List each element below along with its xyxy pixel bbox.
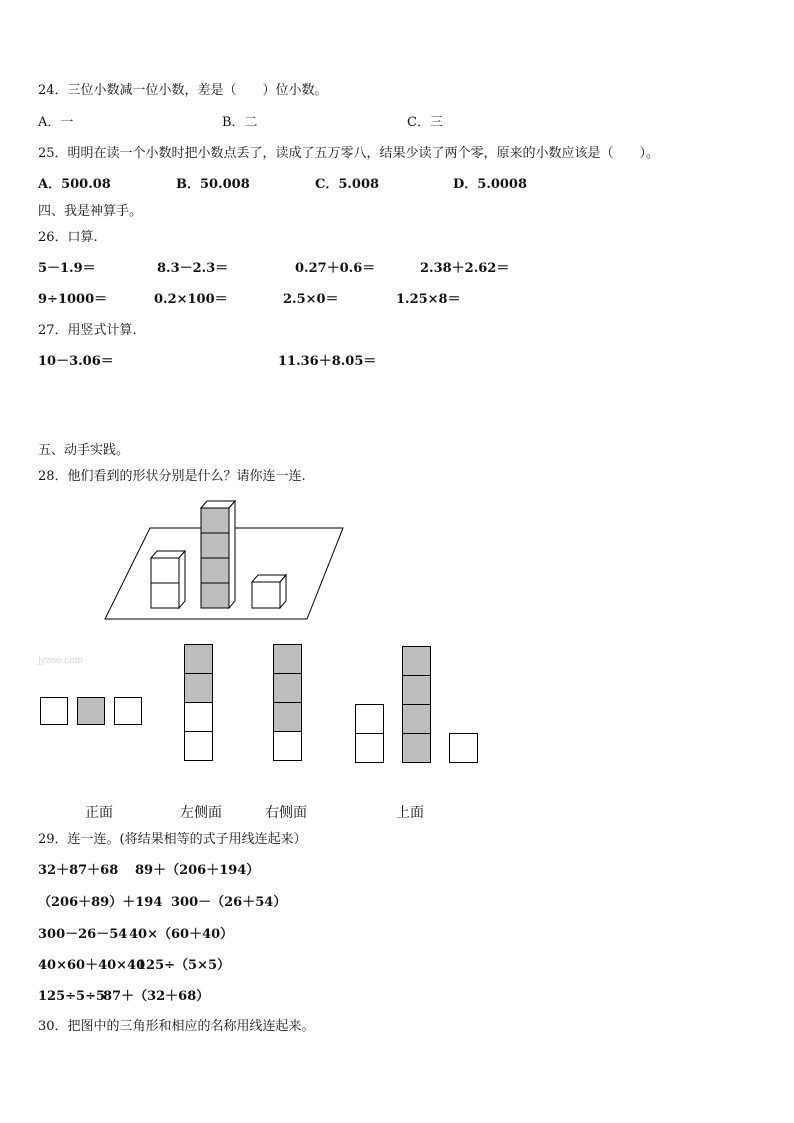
view-square: [402, 733, 431, 763]
view-square: [273, 673, 302, 703]
view-square: [184, 702, 213, 732]
section-4-heading: 四、我是神算手。: [38, 204, 143, 219]
q26-r1-c1: 5－1.9＝: [38, 261, 96, 276]
q24-option-b[interactable]: B．二: [222, 115, 258, 130]
q30-text: 30．把图中的三角形和相应的名称用线连起来。: [38, 1019, 315, 1034]
single-cube: [252, 575, 286, 608]
q26-r2-c3: 2.5×0＝: [283, 292, 339, 307]
q29-left-5[interactable]: 125÷5÷5: [38, 989, 106, 1004]
view-square: [273, 644, 302, 674]
q27-item-2: 11.36＋8.05＝: [278, 354, 377, 369]
q29-left-4[interactable]: 40×60＋40×40: [38, 958, 146, 973]
view-square: [355, 704, 384, 734]
view-square: [273, 702, 302, 732]
view-square: [402, 704, 431, 734]
view-square: [40, 697, 68, 725]
section-5-heading: 五、动手实践。: [38, 443, 130, 458]
q29-right-2[interactable]: 300－（26＋54）: [171, 895, 287, 910]
view-label-front[interactable]: 正面: [85, 805, 113, 821]
q26-r1-c4: 2.38＋2.62＝: [420, 261, 510, 276]
q29-left-1[interactable]: 32＋87＋68: [38, 863, 119, 878]
view-square: [184, 731, 213, 761]
view-square: [184, 644, 213, 674]
q29-right-4[interactable]: 125÷（5×5）: [137, 958, 231, 973]
q26-r1-c3: 0.27＋0.6＝: [295, 261, 376, 276]
q29-right-1[interactable]: 89＋（206＋194）: [135, 863, 260, 878]
q24-text: 24．三位小数减一位小数，差是（ ）位小数。: [38, 83, 328, 98]
view-square: [449, 733, 478, 763]
q25-option-b[interactable]: B．50.008: [176, 177, 250, 192]
q26-r2-c4: 1.25×8＝: [396, 292, 461, 307]
q25-option-c[interactable]: C．5.008: [315, 177, 380, 192]
q29-left-2[interactable]: （206＋89）＋194: [38, 895, 163, 910]
q25-option-a[interactable]: A．500.08: [38, 177, 111, 192]
q26-r2-c1: 9÷1000＝: [38, 292, 108, 307]
q25-text: 25．明明在读一个小数时把小数点丢了，读成了五万零八，结果少读了两个零，原来的小数应该是（ ）。: [38, 146, 660, 161]
q27-text: 27．用竖式计算.: [38, 323, 137, 338]
view-square: [273, 731, 302, 761]
q27-item-1: 10－3.06＝: [38, 354, 114, 369]
left-cube-stack: [151, 551, 185, 608]
view-label-top[interactable]: 上面: [396, 805, 424, 821]
cube-scene-figure: [100, 498, 350, 624]
view-square: [114, 697, 142, 725]
q25-option-d[interactable]: D．5.0008: [453, 177, 528, 192]
view-square: [402, 675, 431, 705]
watermark: jyzoo.com: [38, 656, 84, 666]
q26-text: 26．口算.: [38, 230, 98, 245]
q29-right-3[interactable]: 40×（60＋40）: [129, 927, 234, 942]
view-square: [184, 673, 213, 703]
q29-text: 29．连一连。(将结果相等的式子用线连起来）: [38, 832, 307, 847]
view-label-right[interactable]: 右侧面: [265, 805, 307, 821]
tall-cube-stack: [201, 501, 235, 608]
q28-text: 28．他们看到的形状分别是什么？请你连一连.: [38, 469, 306, 484]
view-square: [355, 733, 384, 763]
view-square: [77, 697, 105, 725]
q24-option-c[interactable]: C．三: [407, 115, 443, 130]
q26-r1-c2: 8.3－2.3＝: [157, 261, 229, 276]
q24-option-a[interactable]: A．一: [38, 115, 74, 130]
view-label-left[interactable]: 左侧面: [180, 805, 222, 821]
view-square: [402, 646, 431, 676]
q29-right-5[interactable]: 87＋（32＋68）: [103, 989, 210, 1004]
q29-left-3[interactable]: 300－26－54: [38, 927, 128, 942]
q26-r2-c2: 0.2×100＝: [154, 292, 228, 307]
